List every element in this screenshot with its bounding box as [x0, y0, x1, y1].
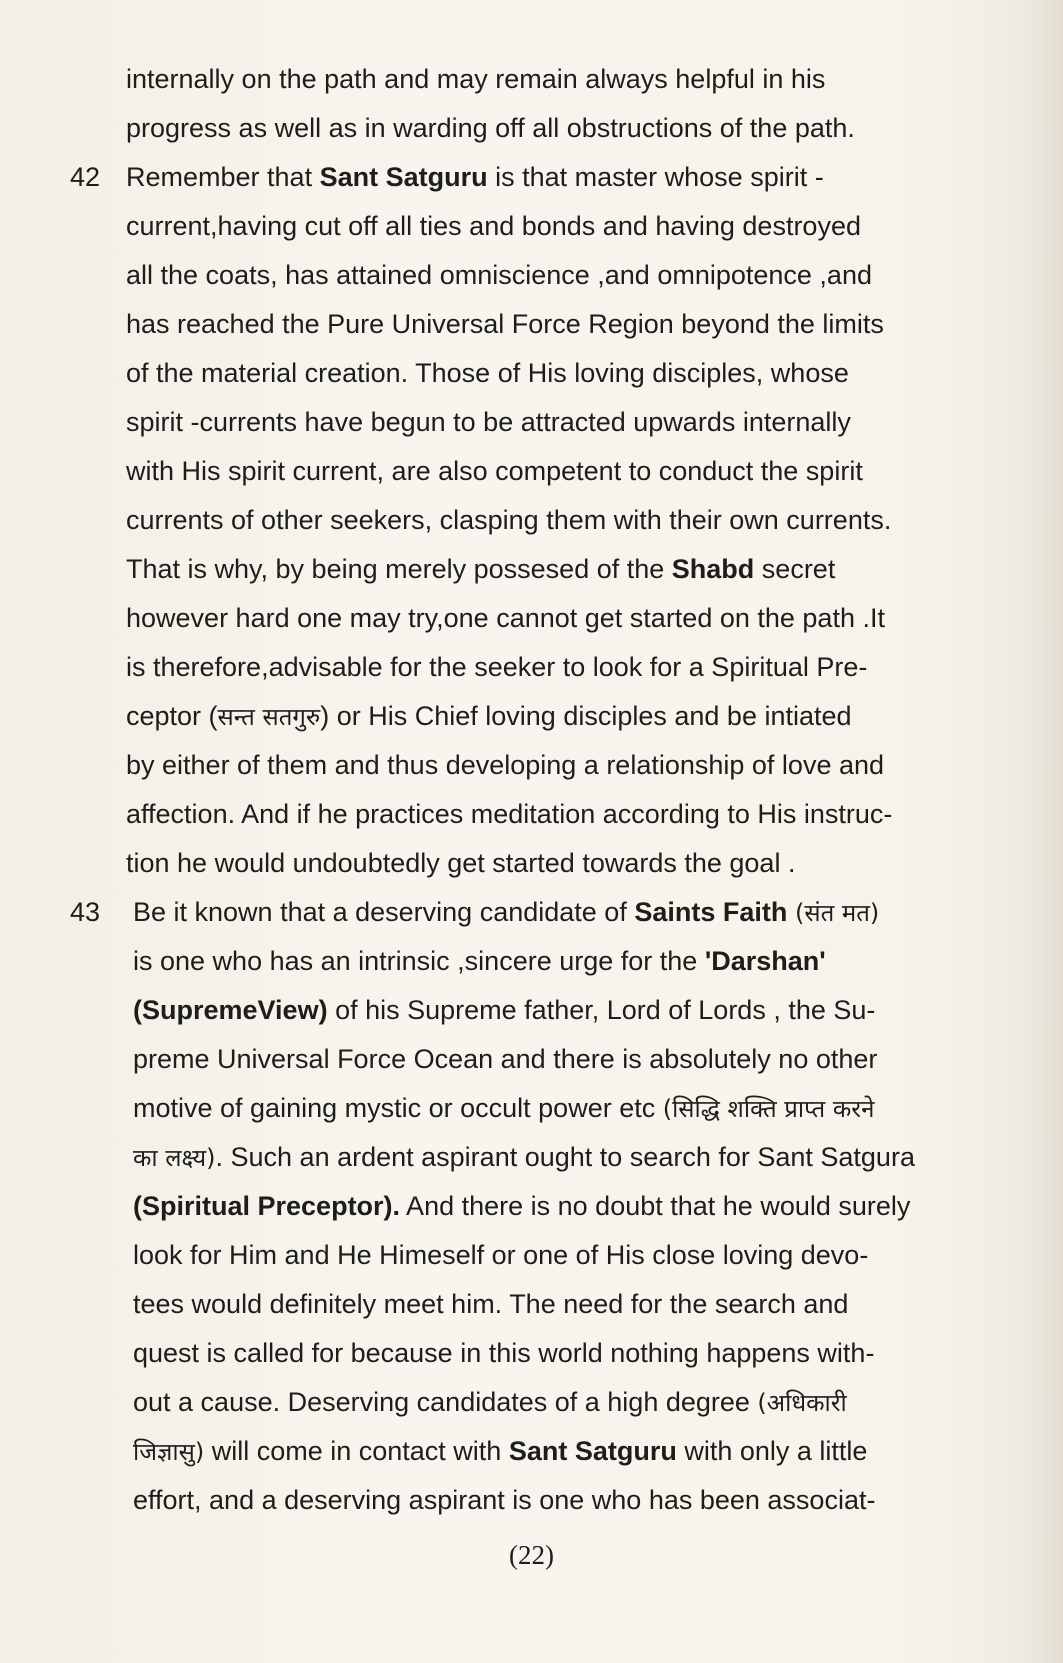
bold-term: (SupremeView) [133, 995, 328, 1025]
text-line [70, 349, 970, 398]
hindi-text: का लक्ष्य) [133, 1144, 216, 1172]
text-line [70, 790, 970, 839]
text-line [70, 398, 970, 447]
line-text: will come in contact with [204, 1436, 509, 1466]
text-line [70, 1280, 970, 1329]
text-line [70, 1133, 970, 1182]
text-line [70, 1084, 970, 1133]
text-line [70, 447, 970, 496]
line-text: out a cause. Deserving candidates of a high degree [133, 1387, 758, 1417]
line-text: Be it known that a deserving candidate of [133, 897, 635, 927]
hindi-text: (अधिकारी [757, 1389, 847, 1417]
text-line [70, 202, 970, 251]
page-edge-shadow [1003, 0, 1063, 1663]
line-text: progress as well as in warding off all obstructions of the path. [126, 113, 855, 143]
line-text: has reached the Pure Universal Force Region beyond the limits [126, 309, 884, 339]
line-text: internally on the path and may remain always helpful in his [126, 64, 826, 94]
line-text: with His spirit current, are also competent to conduct the spirit [126, 456, 863, 486]
line-text: is that master whose spirit - [487, 162, 824, 192]
line-text: all the coats, has attained omniscience ,and omnipotence ,and [126, 260, 872, 290]
text-line [70, 594, 970, 643]
hindi-text: (संत मत) [787, 899, 880, 927]
text-line [70, 986, 970, 1035]
text-line [70, 300, 970, 349]
hindi-text: (सिद्धि शक्ति प्राप्त करने [662, 1095, 875, 1123]
text-line [70, 1231, 970, 1280]
line-text: of the material creation. Those of His loving disciples, whose [126, 358, 849, 388]
line-text: preme Universal Force Ocean and there is absolutely no other [133, 1044, 878, 1074]
text-line [70, 1035, 970, 1084]
text-line [70, 104, 970, 153]
line-text: currents of other seekers, clasping them with their own currents. [126, 505, 892, 535]
text-line [70, 1378, 970, 1427]
line-text: affection. And if he practices meditation according to His instruc- [126, 799, 893, 829]
line-text: ) or His Chief loving disciples and be intiated [320, 701, 852, 731]
bold-term: 'Darshan' [704, 946, 826, 976]
page-number: (22) [509, 1540, 554, 1570]
text-line [70, 1476, 970, 1525]
line-text: of his Supreme father, Lord of Lords , the Su- [327, 995, 876, 1025]
bold-term: (Spiritual Preceptor). [133, 1191, 401, 1221]
bold-term: Sant Satguru [319, 162, 488, 192]
text-line [70, 545, 970, 594]
line-text: however hard one may try,one cannot get started on the path .It [126, 603, 885, 633]
text-line [70, 643, 970, 692]
line-text: is one who has an intrinsic ,sincere urge for the [133, 946, 705, 976]
hindi-text: सन्त सतगुरु [217, 703, 321, 731]
line-text: Remember that [126, 162, 320, 192]
text-line [70, 1329, 970, 1378]
paragraph-42 [70, 153, 970, 888]
line-text: . Such an ardent aspirant ought to search for Sant Satgura [215, 1142, 915, 1172]
line-text: by either of them and thus developing a relationship of love and [126, 750, 885, 780]
text-line [70, 839, 970, 888]
bold-term: Shabd [671, 554, 755, 584]
bold-term: Sant Satguru [508, 1436, 677, 1466]
line-text: with only a little [676, 1436, 868, 1466]
bold-term: Saints Faith [634, 897, 788, 927]
line-text: effort, and a deserving aspirant is one who has been associat- [133, 1485, 876, 1515]
line-text: current,having cut off all ties and bonds and having destroyed [126, 211, 861, 241]
text-body [70, 55, 970, 1525]
line-text: motive of gaining mystic or occult power etc [133, 1093, 663, 1123]
paragraph-number: 42 [70, 162, 101, 192]
text-line [70, 888, 970, 937]
line-text: tion he would undoubtedly get started towards the goal . [126, 848, 796, 878]
text-line [70, 153, 970, 202]
line-text: tees would definitely meet him. The need for the search and [133, 1289, 849, 1319]
line-text: quest is called for because in this world nothing happens with- [133, 1338, 875, 1368]
line-text: spirit -currents have begun to be attracted upwards internally [126, 407, 851, 437]
line-text: look for Him and He Himeself or one of His close loving devo- [133, 1240, 869, 1270]
line-text: is therefore,advisable for the seeker to look for a Spiritual Pre- [126, 652, 868, 682]
line-text: That is why, by being merely possesed of the [126, 554, 672, 584]
text-line [70, 1182, 970, 1231]
text-line [70, 937, 970, 986]
line-text: And there is no doubt that he would surely [400, 1191, 911, 1221]
text-line [70, 741, 970, 790]
line-text: secret [754, 554, 836, 584]
paragraph-43 [70, 888, 970, 1525]
text-line [70, 692, 970, 741]
paragraph-number: 43 [70, 897, 101, 927]
hindi-text: जिज्ञासु) [133, 1438, 205, 1466]
line-text: ceptor ( [126, 701, 218, 731]
text-line [70, 251, 970, 300]
text-line [70, 1427, 970, 1476]
text-line [70, 55, 970, 104]
text-line [70, 496, 970, 545]
